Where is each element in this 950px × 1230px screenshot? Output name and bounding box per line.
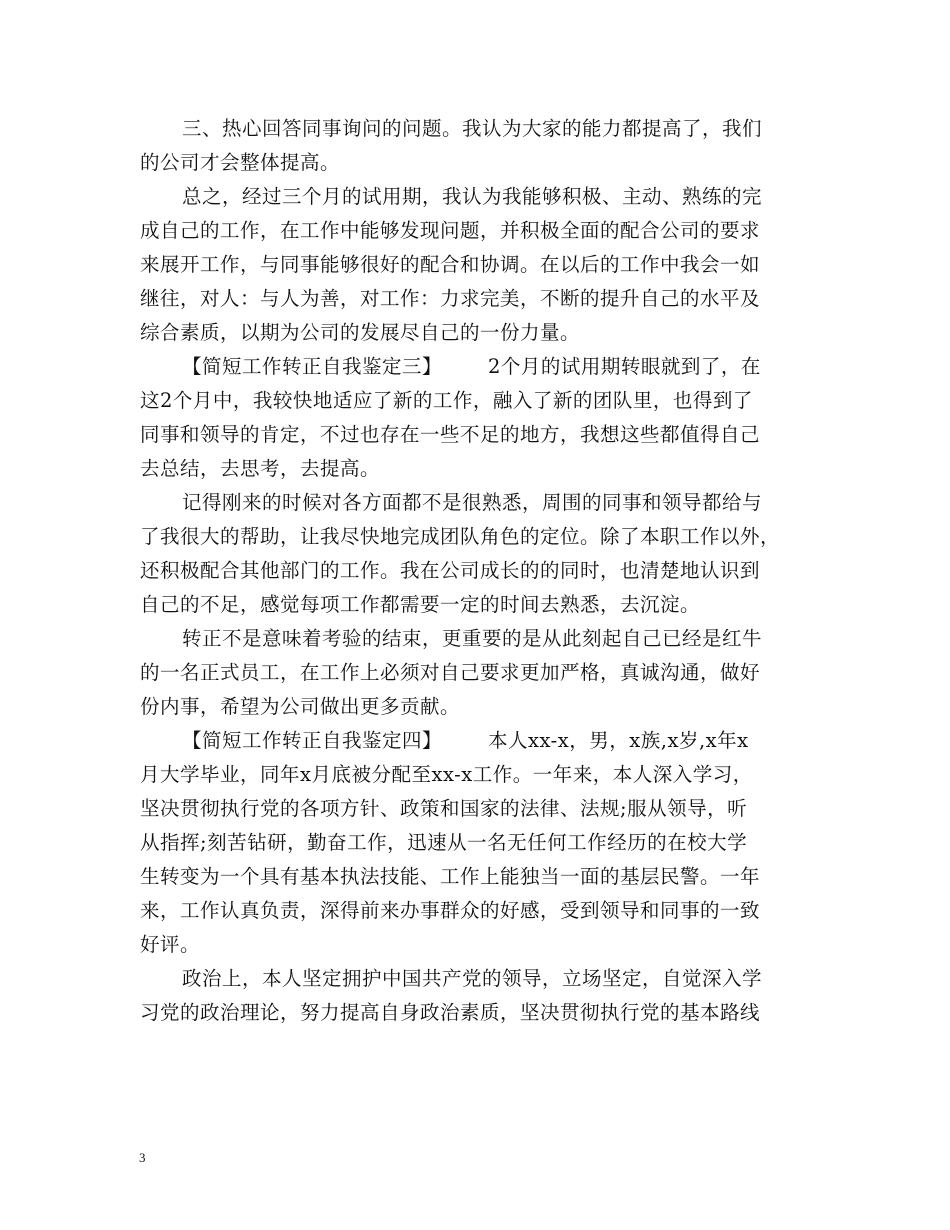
text-line: 继往，对人：与人为善，对工作：力求完美，不断的提升自己的水平及 — [140, 287, 761, 310]
text-line: 转正不是意味着考验的结束，更重要的是从此刻起自己已经是红牛 — [182, 627, 763, 650]
page-number: 3 — [139, 1150, 146, 1165]
text-line: 去总结，去思考，去提高。 — [140, 457, 381, 480]
section-heading-line — [140, 350, 828, 384]
document-body — [140, 112, 828, 1030]
text-line: 来展开工作，与同事能够很好的配合和协调。在以后的工作中我会一如 — [140, 253, 761, 276]
text-line: 了我很大的帮助，让我尽快地完成团队角色的定位。除了本职工作以外， — [140, 525, 781, 548]
text-line: 同事和领导的肯定，不过也存在一些不足的地方，我想这些都值得自己 — [140, 423, 761, 446]
section-heading: 【简短工作转正自我鉴定四】 — [182, 729, 443, 752]
text-line: 份内事，希望为公司做出更多贡献。 — [140, 695, 461, 718]
text-line: 成自己的工作，在工作中能够发现问题，并积极全面的配合公司的要求 — [140, 219, 761, 242]
text-line: 记得刚来的时候对各方面都不是很熟悉，周围的同事和领导都给与 — [182, 491, 763, 514]
text-line: 政治上，本人坚定拥护中国共产党的领导，立场坚定，自觉深入学 — [182, 967, 763, 990]
section-heading-line — [140, 724, 828, 758]
text-line: 好评。 — [140, 933, 201, 956]
text-line: 综合素质，以期为公司的发展尽自己的一份力量。 — [140, 321, 581, 344]
text-line: 这2个月中，我较快地适应了新的工作，融入了新的团队里，也得到了 — [140, 389, 753, 412]
text-line: 来，工作认真负责，深得前来办事群众的好感，受到领导和同事的一致 — [140, 899, 761, 922]
text-line: 的一名正式员工，在工作上必须对自己要求更加严格，真诚沟通，做好 — [140, 661, 761, 684]
text-line: 生转变为一个具有基本执法技能、工作上能独当一面的基层民警。一年 — [140, 865, 761, 888]
section-heading: 【简短工作转正自我鉴定三】 — [182, 355, 443, 378]
text-line: 自己的不足，感觉每项工作都需要一定的时间去熟悉，去沉淀。 — [140, 593, 701, 616]
text-line: 习党的政治理论，努力提高自身政治素质，坚决贯彻执行党的基本路线 — [140, 1001, 761, 1024]
text-line: 的公司才会整体提高。 — [140, 151, 341, 174]
text-line-fragment: 2个月的试用期转眼就到了，在 — [488, 355, 761, 378]
text-line: 总之，经过三个月的试用期，我认为我能够积极、主动、熟练的完 — [182, 185, 763, 208]
text-line-fragment: 本人xx-x，男，x族,x岁,x年x — [488, 729, 749, 752]
text-line: 坚决贯彻执行党的各项方针、政策和国家的法律、法规;服从领导，听 — [140, 797, 748, 820]
text-line: 三、热心回答同事询问的问题。我认为大家的能力都提高了，我们 — [182, 117, 763, 140]
text-line: 月大学毕业，同年x月底被分配至xx-x工作。一年来，本人深入学习， — [140, 763, 753, 786]
text-line: 从指挥;刻苦钻研，勤奋工作，迅速从一名无任何工作经历的在校大学 — [140, 831, 748, 854]
text-line: 还积极配合其他部门的工作。我在公司成长的的同时，也清楚地认识到 — [140, 559, 761, 582]
